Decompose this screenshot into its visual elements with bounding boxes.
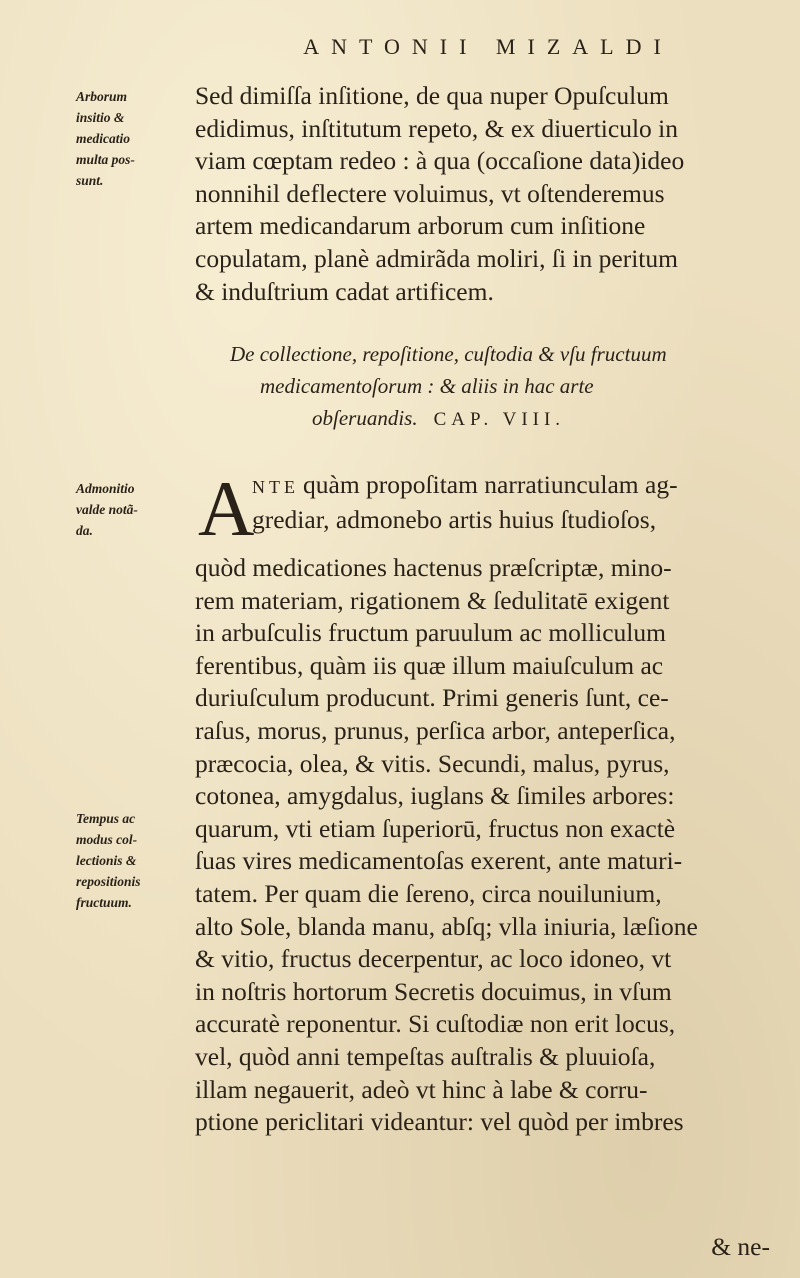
margin-note-line: valde notã- [76,502,138,517]
chapter-heading-line: De collectione, repoſitione, cuſtodia & vſu fructuum [230,342,667,366]
margin-note-line: sunt. [76,173,104,188]
text-line: edidimus, inſtitutum repeto, & ex diuerticulo in [195,113,679,143]
text-line: in arbuſculis fructum paruulum ac molliculum [195,618,666,648]
chapter-heading [224,338,784,436]
chapter-number: CAP. VIII. [433,409,566,430]
margin-note-line: Admonitio [76,481,135,496]
text-line: cotonea, amygdalus, iuglans & ſimiles arbores: [195,781,675,811]
margin-note-line: modus col- [76,832,138,847]
paragraph-1 [195,80,785,308]
text-line: & induſtrium cadat artificem. [195,276,494,306]
running-head: ANTONII MIZALDI [303,34,673,59]
catchword: & ne- [711,1232,770,1261]
margin-note-line: Arborum [76,89,128,104]
chapter-heading-line: medicamentoſorum : & aliis in hac arte [260,374,594,398]
text-line: quarum, vti etiam ſuperiorū, fructus non exactè [195,813,676,843]
margin-note-line: multa pos- [76,152,135,167]
margin-note-line: da. [76,523,93,538]
paragraph-2-opening [252,469,678,536]
text-line: præcocia, olea, & vitis. Secundi, malus, pyrus, [195,748,670,778]
margin-note-line: medicatio [76,131,130,146]
margin-note-line: lectionis & [76,853,137,868]
text-line: grediar, admonebo artis huius ſtudioſos, [252,504,657,534]
text-line: duriuſculum producunt. Primi generis ſunt, ce- [195,683,669,713]
text-line: nonnihil deflectere voluimus, vt oſtenderemus [195,178,665,208]
margin-note-line: repositionis [76,874,141,889]
text-line: copulatam, planè admirãda moliri, ſi in peritum [195,243,678,273]
margin-note-harvest [76,808,188,913]
text-line: artem medicandarum arborum cum inſitione [195,211,646,241]
text-line: accuratè reponentur. Si cuſtodiæ non erit locus, [195,1009,676,1039]
text-line: ferentibus, quàm iis quæ illum maiuſculum ac [195,650,664,680]
text-line: illam negauerit, adeò vt hinc à labe & corru- [195,1074,648,1104]
text-line: in noſtris hortorum Secretis docuimus, in vſum [195,976,672,1006]
text-line: raſus, morus, prunus, perſica arbor, anteperſica, [195,715,676,745]
margin-note-admonition [76,478,188,541]
text-line: Sed dimiſſa inſitione, de qua nuper Opuſculum [195,81,669,110]
text-line: rem materiam, rigationem & ſedulitatē exigent [195,585,670,615]
paragraph-2 [195,552,785,1139]
text-line: viam cœptam redeo : à qua (occaſione data)ideo [195,146,685,176]
text-line: tatem. Per quam die ſereno, circa nouilunium, [195,878,662,908]
text-line: vel, quòd anni tempeſtas auſtralis & pluuioſa, [195,1041,656,1071]
text-line: ſuas vires medicamentoſas exerent, ante maturi- [195,846,683,876]
margin-note-line: fructuum. [76,895,132,910]
drop-capital: A [198,465,255,552]
text-line: & vitio, fructus decerpentur, ac loco idoneo, vt [195,944,672,974]
text-run: quàm propoſitam narratiunculam ag- [303,470,678,499]
margin-note-line: Tempus ac [76,811,136,826]
margin-note-line: insitio & [76,110,125,125]
chapter-heading-end: obſeruandis. [312,406,418,430]
margin-note-grafting [76,86,188,191]
small-caps-word: NTE [252,477,299,497]
text-line: quòd medicationes hactenus præſcriptæ, mino- [195,553,672,582]
chapter-heading-line [224,402,784,436]
text-line: ptione periclitari videantur: vel quòd per imbres [195,1107,684,1137]
text-line [252,469,678,504]
text-line: alto Sole, blanda manu, abſq; vlla iniuria, læſione [195,911,698,941]
